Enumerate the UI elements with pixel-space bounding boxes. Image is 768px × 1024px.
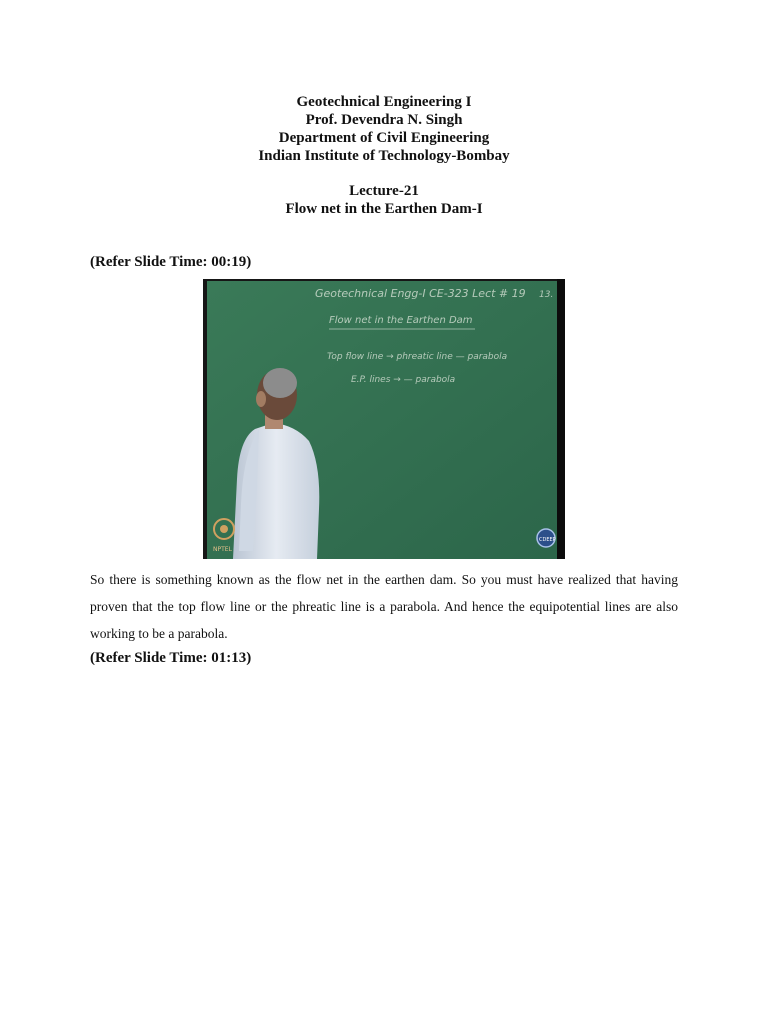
institute-name: Indian Institute of Technology-Bombay <box>258 148 510 164</box>
cdeep-logo-text: CDEEP <box>539 537 556 543</box>
professor-name: Prof. Devendra N. Singh <box>305 112 463 128</box>
svg-text:13.: 13. <box>539 290 554 300</box>
nptel-logo-text: NPTEL <box>213 546 232 553</box>
board-line-2: Flow net in the Earthen Dam <box>329 315 473 326</box>
lecture-title: Flow net in the Earthen Dam-I <box>285 201 483 217</box>
transcript-paragraph: So there is something known as the flow net in the earthen dam. So you must have realized that having proven that the top flow line or the phreatic line is a parabola. And hence the equipotential lines are also working to be a parabola. <box>90 572 678 641</box>
course-title: Geotechnical Engineering I <box>296 94 472 110</box>
board-line-3: Top flow line → phreatic line — parabola <box>327 352 508 362</box>
document-header <box>0 93 768 165</box>
lecture-video-frame <box>203 279 565 559</box>
department-name: Department of Civil Engineering <box>278 130 490 146</box>
lecture-heading <box>0 182 768 218</box>
blackboard-scene <box>203 279 565 559</box>
board-line-4: E.P. lines → — parabola <box>351 375 456 385</box>
refer-slide-time-2: (Refer Slide Time: 01:13) <box>90 650 252 666</box>
board-line-1: Geotechnical Engg-I CE-323 Lect # 19 <box>315 287 526 300</box>
cdeep-logo <box>537 529 556 547</box>
lecture-number: Lecture-21 <box>349 183 419 199</box>
refer-slide-time-1: (Refer Slide Time: 00:19) <box>90 254 252 270</box>
